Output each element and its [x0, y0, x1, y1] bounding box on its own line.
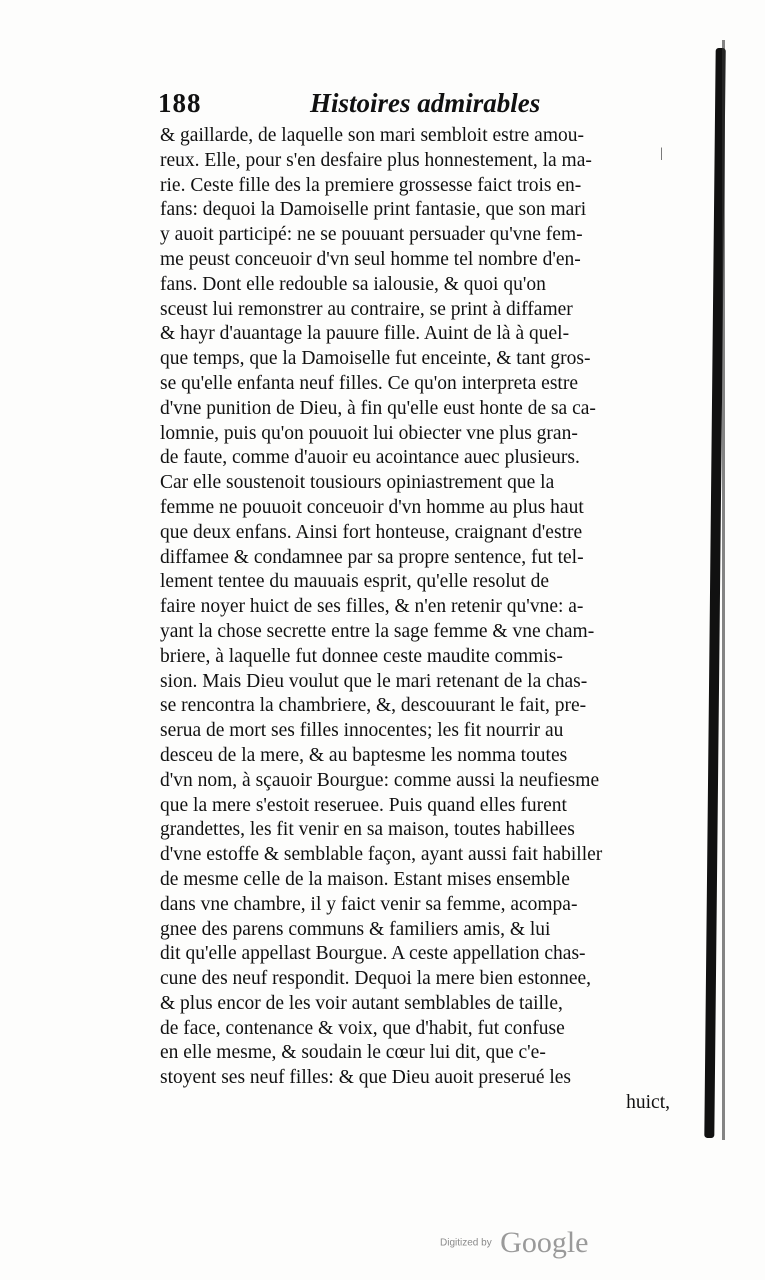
page-number: 188 [158, 88, 202, 118]
text-line: reux. Elle, pour s'en desfaire plus honnestement, la ma- [160, 149, 592, 171]
text-line: rie. Ceste fille des la premiere grossesse faict trois en- [160, 174, 582, 196]
digitized-prefix: Digitized by [440, 1237, 492, 1249]
text-line: de mesme celle de la maison. Estant mises ensemble [160, 868, 570, 890]
text-line: faire noyer huict de ses filles, & n'en retenir qu'vne: a- [160, 596, 584, 618]
text-line: de faute, comme d'auoir eu acointance auec plusieurs. [160, 447, 580, 469]
text-line: que deux enfans. Ainsi fort honteuse, craignant d'estre [160, 521, 583, 543]
text-line: sceust lui remonstrer au contraire, se print à diffamer [160, 298, 573, 320]
text-line: fans: dequoi la Damoiselle print fantasie, que son mari [160, 199, 587, 221]
text-line: grandettes, les fit venir en sa maison, toutes habillees [160, 819, 575, 841]
text-line: se rencontra la chambriere, &, descouurant le fait, pre- [160, 695, 587, 717]
text-line: dans vne chambre, il y faict venir sa femme, acompa- [160, 893, 578, 915]
text-line: me peust conceuoir d'vn seul homme tel nombre d'en- [160, 248, 581, 270]
text-line: femme ne pouuoit conceuoir d'vn homme au plus haut [160, 496, 584, 518]
text-line: que la mere s'estoit reseruee. Puis quand elles furent [160, 794, 567, 816]
text-line: d'vne estoffe & semblable façon, ayant aussi fait habiller [160, 844, 603, 866]
text-line: yant la chose secrette entre la sage femme & vne cham- [160, 620, 595, 642]
text-line: lomnie, puis qu'on pouuoit lui obiecter vne plus gran- [160, 422, 578, 444]
text-line: & plus encor de les voir autant semblables de taille, [160, 992, 563, 1014]
text-line: d'vn nom, à sçauoir Bourgue: comme aussi la neufiesme [160, 769, 600, 791]
text-line: dit qu'elle appellast Bourgue. A ceste appellation chas- [160, 943, 586, 965]
text-line: lement tentee du mauuais esprit, qu'elle resolut de [160, 571, 550, 593]
text-line: se qu'elle enfanta neuf filles. Ce qu'on interpreta estre [160, 372, 578, 394]
text-line: serua de mort ses filles innocentes; les fit nourrir au [160, 720, 564, 742]
running-title: Histoires admirables [310, 88, 541, 118]
digitized-by-google-watermark [440, 1226, 588, 1260]
text-line: sion. Mais Dieu voulut que le mari retenant de la chas- [160, 670, 588, 692]
margin-mark: | [660, 146, 663, 161]
text-line: Car elle soustenoit tousiours opiniastrement que la [160, 472, 555, 494]
text-line: stoyent ses neuf filles: & que Dieu auoit preserué les [160, 1067, 572, 1089]
text-line: & hayr d'auantage la pauure fille. Auint de là à quel- [160, 323, 570, 345]
text-line: & gaillarde, de laquelle son mari sembloit estre amou- [160, 125, 584, 146]
text-line: y auoit participé: ne se pouuant persuader qu'vne fem- [160, 224, 583, 246]
body-text [160, 124, 670, 1116]
text-line: en elle mesme, & soudain le cœur lui dit, que c'e- [160, 1042, 546, 1064]
text-line: que temps, que la Damoiselle fut enceinte, & tant gros- [160, 348, 591, 370]
page-header [158, 88, 558, 122]
text-line: briere, à laquelle fut donnee ceste maudite commis- [160, 645, 563, 667]
text-line: cune des neuf respondit. Dequoi la mere bien estonnee, [160, 968, 592, 990]
catchword: huict, [626, 1092, 670, 1114]
text-line: de face, contenance & voix, que d'habit, fut confuse [160, 1017, 565, 1039]
text-line: diffamee & condamnee par sa propre sentence, fut tel- [160, 546, 584, 568]
google-logo: Google [500, 1226, 589, 1259]
text-line: gnee des parens communs & familiers amis, & lui [160, 918, 551, 940]
page-edge-line [722, 40, 725, 1140]
text-line: d'vne punition de Dieu, à fin qu'elle eust honte de sa ca- [160, 397, 596, 419]
text-line: fans. Dont elle redouble sa ialousie, & quoi qu'on [160, 273, 546, 295]
text-line: desceu de la mere, & au baptesme les nomma toutes [160, 744, 568, 766]
